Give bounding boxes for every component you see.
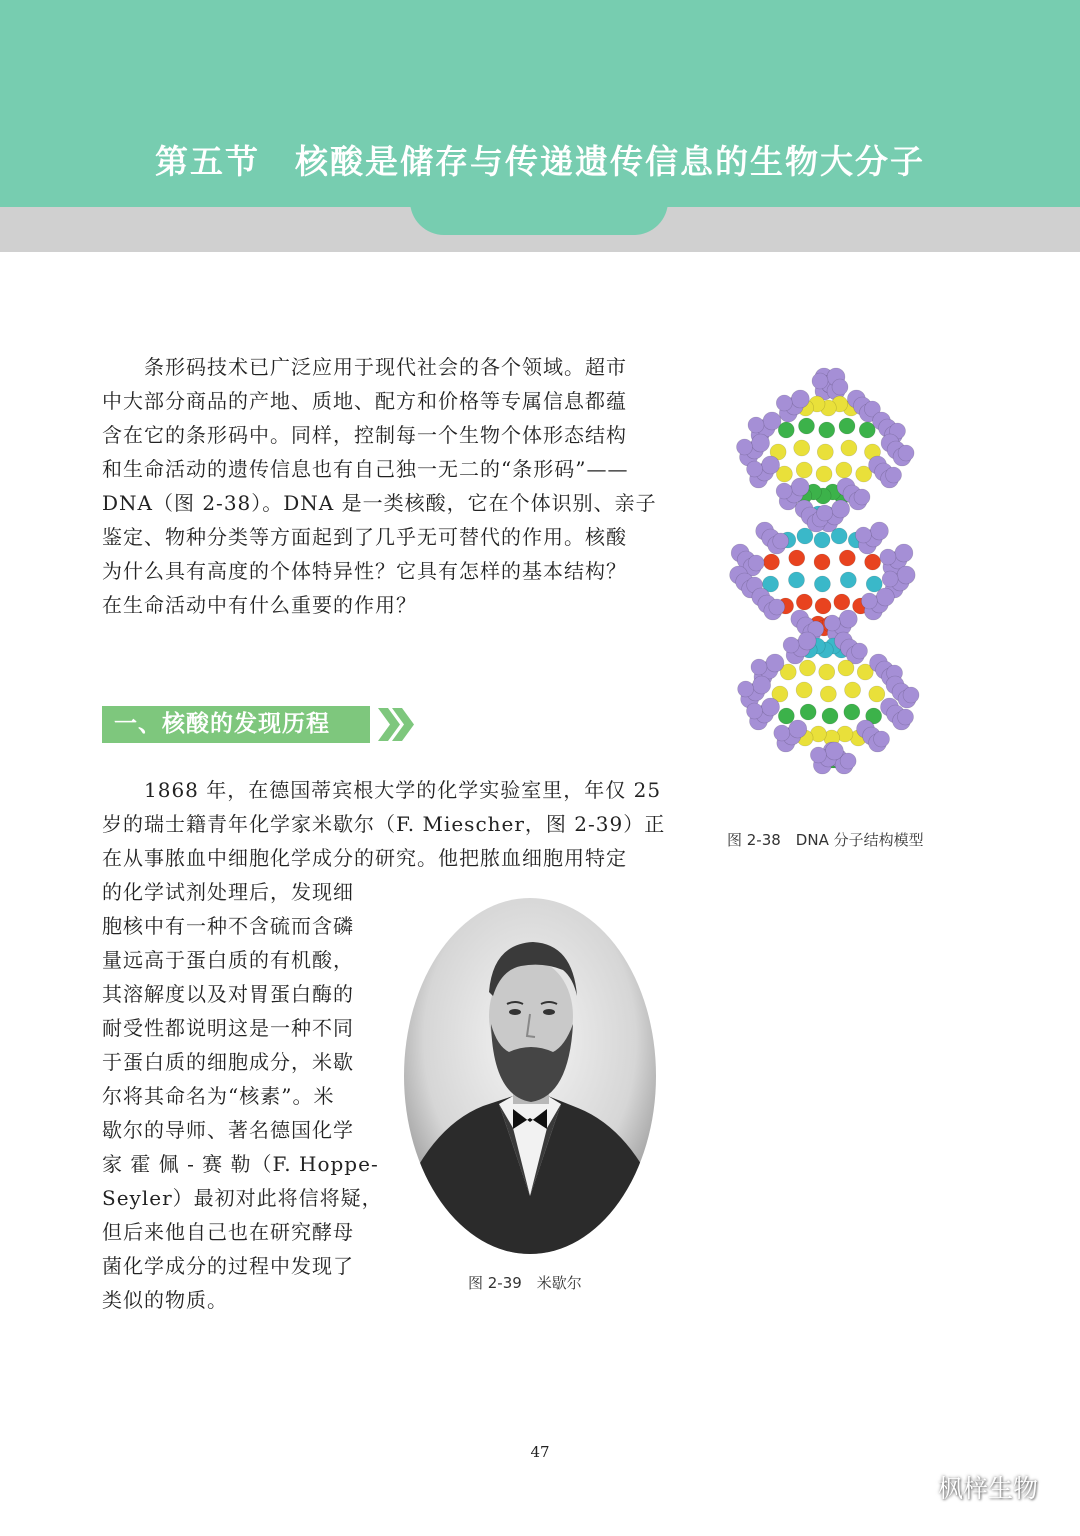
- dna-figure-caption: 图 2-38 DNA 分子结构模型: [727, 831, 924, 849]
- body-line: 的化学试剂处理后，发现细: [102, 880, 354, 904]
- section-heading: 一、核酸的发现历程: [102, 706, 370, 743]
- intro-line: 中大部分商品的产地、质地、配方和价格等专属信息都蕴: [102, 389, 627, 413]
- body-line: 胞核中有一种不含硫而含磷: [102, 914, 354, 938]
- intro-line: 含在它的条形码中。同样，控制每一个生物个体形态结构: [102, 423, 627, 447]
- body-line: 家 霍 佩 - 赛 勒（F. Hoppe-: [102, 1152, 379, 1176]
- body-line: 于蛋白质的细胞成分，米歇: [102, 1050, 354, 1074]
- watermark-text: 枫梓生物: [938, 1474, 1039, 1503]
- wechat-icon: [898, 1473, 932, 1503]
- body-line: 菌化学成分的过程中发现了: [102, 1254, 354, 1278]
- body-line: Seyler）最初对此将信将疑，: [102, 1186, 383, 1210]
- miescher-portrait: [403, 896, 658, 1256]
- body-line: 岁的瑞士籍青年化学家米歇尔（F. Miescher，图 2-39）正: [102, 812, 666, 836]
- double-chevron-icon: [376, 706, 416, 743]
- page-number: 47: [530, 1443, 550, 1461]
- body-line: 歇尔的导师、著名德国化学: [102, 1118, 354, 1142]
- chapter-header: [0, 0, 1080, 252]
- intro-line: 在生命活动中有什么重要的作用？: [102, 593, 417, 617]
- body-line: 量远高于蛋白质的有机酸，: [102, 948, 354, 972]
- body-line: 在从事脓血中细胞化学成分的研究。他把脓血细胞用特定: [102, 846, 627, 870]
- intro-line: 和生命活动的遗传信息也有自己独一无二的“条形码”——: [102, 457, 629, 481]
- body-line: 但后来他自己也在研究酵母: [102, 1220, 354, 1244]
- intro-line: 条形码技术已广泛应用于现代社会的各个领域。超市: [102, 355, 627, 379]
- intro-paragraph: [102, 350, 658, 622]
- body-line: 其溶解度以及对胃蛋白酶的: [102, 982, 354, 1006]
- intro-line: 为什么具有高度的个体特异性？它具有怎样的基本结构？: [102, 559, 627, 583]
- intro-line: 鉴定、物种分类等方面起到了几乎无可替代的作用。核酸: [102, 525, 627, 549]
- body-line: 耐受性都说明这是一种不同: [102, 1016, 354, 1040]
- dna-model-figure: [706, 356, 954, 812]
- chapter-title: 第五节 核酸是储存与传递遗传信息的生物大分子: [155, 142, 925, 181]
- body-line: 1868 年，在德国蒂宾根大学的化学实验室里，年仅 25: [102, 778, 662, 802]
- portrait-figure-caption: 图 2-39 米歇尔: [468, 1274, 582, 1292]
- body-line: 尔将其命名为“核素”。米: [102, 1084, 335, 1108]
- intro-line: DNA（图 2-38）。DNA 是一类核酸，它在个体识别、亲子: [102, 491, 657, 515]
- body-line: 类似的物质。: [102, 1288, 228, 1312]
